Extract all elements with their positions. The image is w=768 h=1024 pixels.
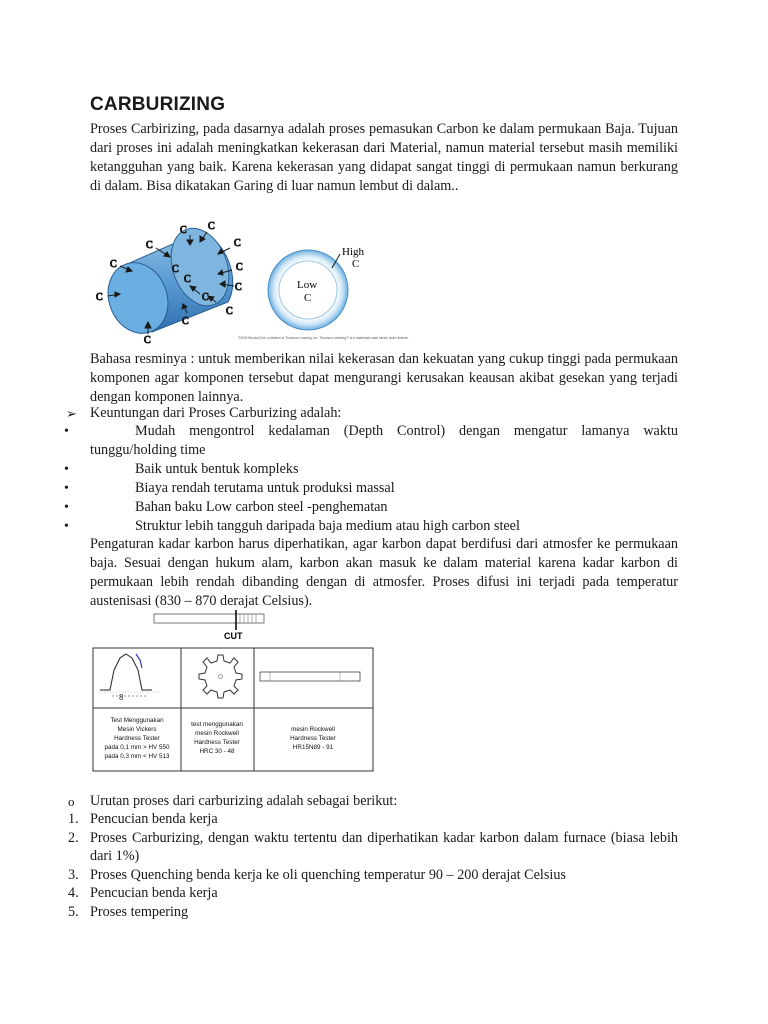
high-carbon-label: High [342, 246, 364, 258]
carbon-label: C [182, 316, 189, 327]
rockwell-superficial-text: HR15N89 - 91 [292, 744, 334, 751]
list-item: 2. Proses Carburizing, dengan waktu tertentu dan diperhatikan kadar karbon dalam furnace (biasa lebih dari 1%) [68, 829, 678, 864]
carbon-label: C [146, 240, 153, 251]
purpose-paragraph: Bahasa resminya : untuk memberikan nilai kekerasan dan kekuatan yang cukup tinggi pada permukaan komponen agar komponen tersebut dapat mengurangi kerusakan keausan akibat gesekan yang terjadi dengan komponen lainnya. [90, 351, 678, 405]
bullet-icon: • [64, 500, 69, 515]
advantages-heading: Keuntungan dari Proses Carburizing adalah: [90, 405, 342, 421]
carbon-label: C [226, 306, 233, 317]
low-carbon-c: C [304, 292, 312, 304]
cross-section [268, 246, 365, 330]
circle-bullet-icon: o [68, 794, 75, 809]
vickers-test-text: Hardness Tester [114, 735, 160, 742]
page-title: CARBURIZING [90, 94, 226, 115]
carbon-label: C [144, 335, 151, 346]
advantages-list [0, 422, 768, 536]
carbon-label: C [96, 292, 103, 303]
vickers-test-text: pada 0,1 mm > HV 550 [104, 744, 170, 751]
carbon-label: C [184, 274, 191, 285]
vickers-test-text: Test Menggunakan [110, 717, 164, 724]
carbon-label: C [172, 264, 179, 275]
carbon-label: C [110, 259, 117, 270]
list-item: 5. Proses tempering [68, 903, 189, 920]
svg-text:8: 8 [119, 693, 124, 702]
cut-label: CUT [224, 631, 243, 641]
list-item: • Mudah mengontrol kedalaman (Depth Control) dengan mengatur lamanya waktu tunggu/holding time [64, 423, 678, 458]
rockwell-superficial-text: Hardness Tester [290, 735, 336, 742]
carburizing-diagram [90, 210, 409, 346]
steel-cylinder [98, 220, 239, 342]
vickers-test-text: pada 0,3 mm < HV 513 [104, 753, 170, 760]
carbon-label: C [202, 292, 209, 303]
arrow-bullet-icon: ➢ [66, 406, 77, 421]
rockwell-superficial-text: mesin Rockwell [291, 726, 335, 733]
list-item: 1. Pencucian benda kerja [68, 811, 218, 827]
carbon-label: C [236, 262, 243, 273]
bullet-icon: • [64, 424, 69, 439]
list-item: 3. Proses Quenching benda kerja ke oli quenching temperatur 90 – 200 derajat Celsius [68, 866, 566, 883]
bullet-icon: • [64, 481, 69, 496]
cut-bar [154, 610, 264, 641]
list-item: • Biaya rendah terutama untuk produksi massal [64, 480, 395, 496]
carbon-label: C [234, 238, 241, 249]
process-steps-list [0, 810, 768, 921]
carbon-label: C [180, 225, 187, 236]
intro-paragraph: Proses Carbirizing, pada dasarnya adalah proses pemasukan Carbon ke dalam permukaan Baja. Tujuan dari proses ini adalah meningkatkan kekerasan dari Material, namun material tersebut masih memiliki ketangguhan yang baik. Karena kekerasan yang didapat sangat tinggi di permukaan namun berkurang di dalam. Bisa dikatakan Garing di luar namun lembut di dalam.. [90, 121, 678, 194]
low-carbon-label: Low [297, 279, 318, 291]
bullet-icon: • [64, 462, 69, 477]
carbon-label: C [235, 282, 242, 293]
list-item: • Baik untuk bentuk kompleks [64, 461, 299, 477]
list-item: • Bahan baku Low carbon steel -penghematan [64, 499, 388, 515]
list-item: • Struktur lebih tangguh daripada baja medium atau high carbon steel [64, 518, 520, 534]
rod-diagram [260, 672, 360, 681]
gear-diagram [199, 655, 242, 698]
hardness-test-figure [90, 608, 380, 776]
figure-copyright: ©2003 Brooks/Cole, a division of Thomson Learning, Inc. Thomson Learning™ is a trademark used herein under license. [238, 336, 409, 340]
rockwell-test-text: test menggunakan [191, 721, 243, 728]
bullet-icon: • [64, 519, 69, 534]
rockwell-test-text: Hardness Tester [194, 739, 240, 746]
vickers-test-text: Mesin Vickers [117, 726, 157, 733]
list-item: 4. Pencucian benda kerja [68, 885, 218, 901]
diffusion-paragraph: Pengaturan kadar karbon harus diperhatikan, agar karbon dapat berdifusi dari atmosfer ke permukaan baja. Sesuai dengan hukum alam, karbon akan masuk ke dalam material karena kadar karbon di permukaan lebih rendah dibanding dengan di atmosfer. Proses difusi ini terjadi pada temperatur austenisasi (830 – 870 derajat Celsius). [90, 536, 678, 609]
steps-heading: Urutan proses dari carburizing adalah sebagai berikut: [90, 793, 398, 809]
carbon-label: C [208, 221, 215, 232]
rockwell-test-text: HRC 30 - 48 [199, 748, 235, 755]
high-carbon-c: C [352, 258, 360, 270]
rockwell-test-text: mesin Rockwell [195, 730, 239, 737]
